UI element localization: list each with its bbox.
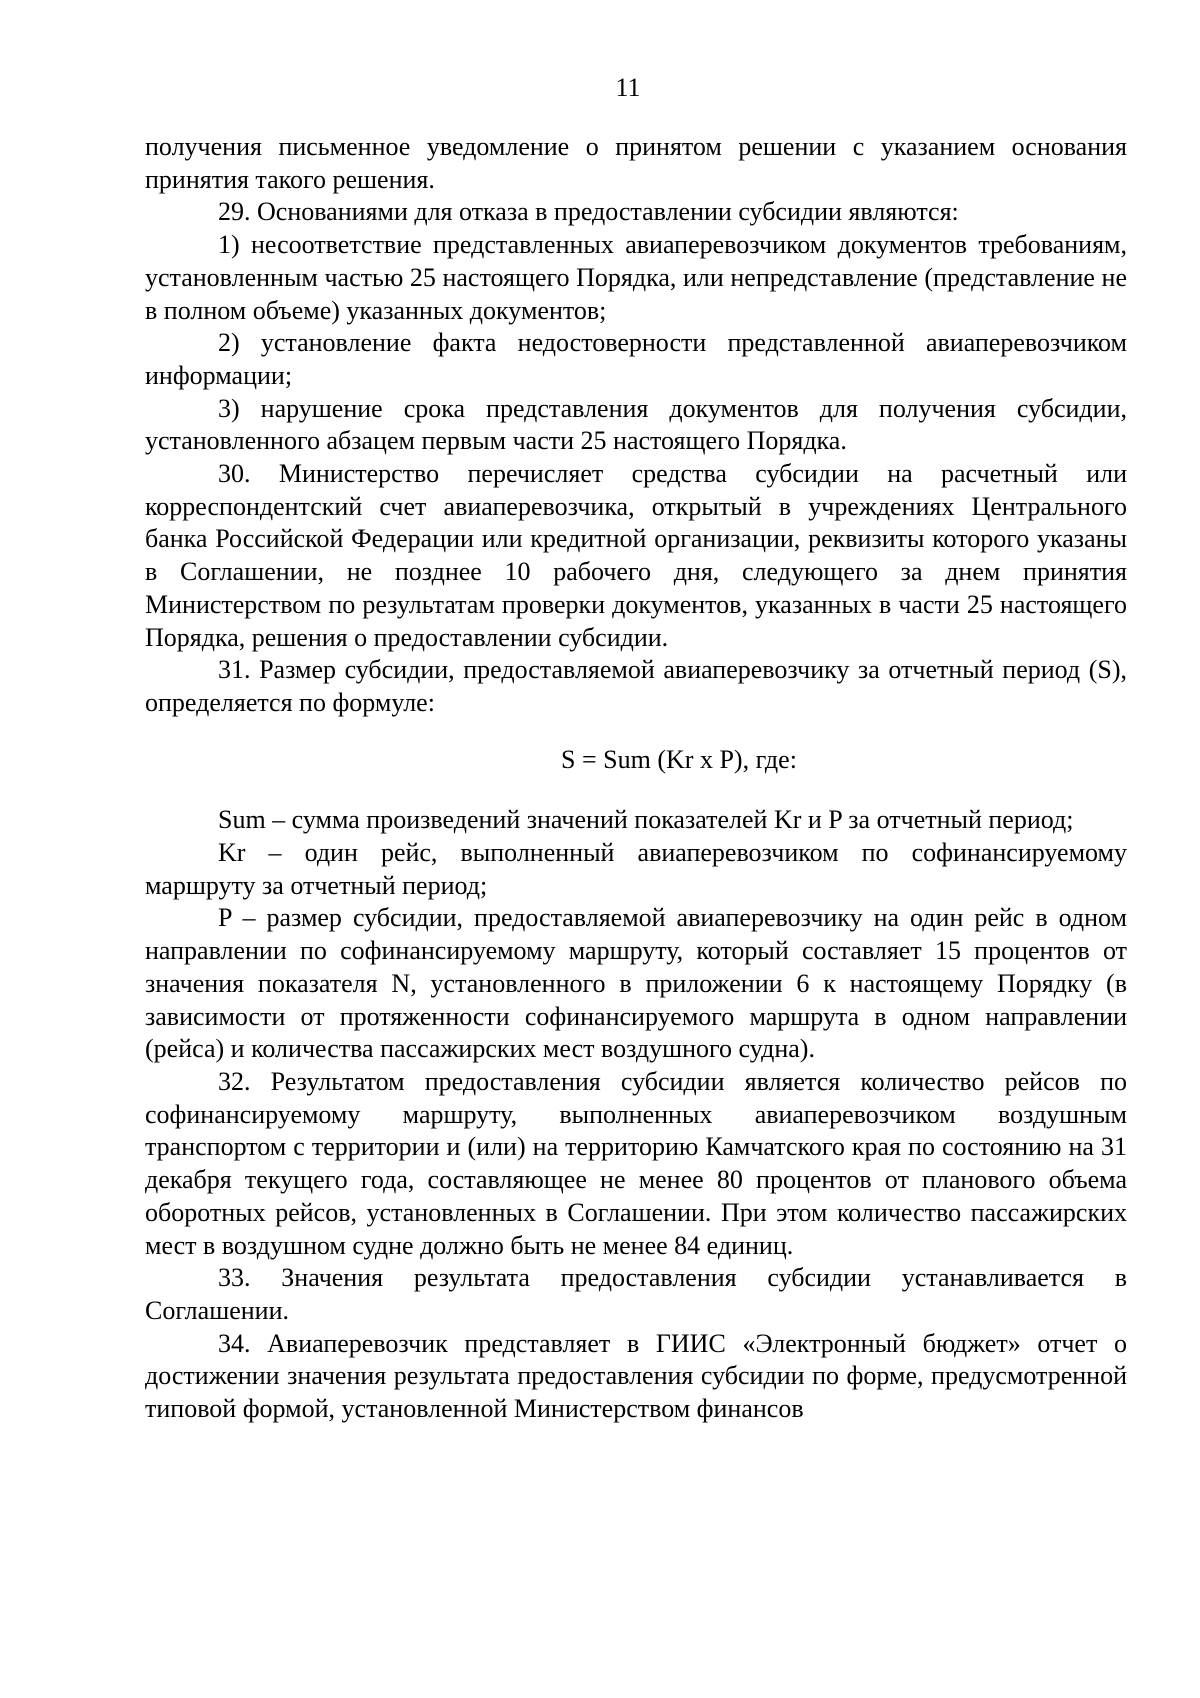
paragraph-definition-kr: Kr – один рейс, выполненный авиаперевозчиком по софинансируемому маршруту за отчетный период;	[145, 838, 1127, 900]
paragraph-definition-p: P – размер субсидии, предоставляемой авиаперевозчику на один рейс в одном направлении по софинансируемому маршруту, который составляет 15 процентов от значения показателя N, установленного в приложении 6 к настоящему Порядку (в зависимости от протяженности софинансируемого маршрута в одном направлении (рейса) и количества пассажирских мест воздушного судна).	[145, 903, 1127, 1064]
formula: S = Sum (Kr x P), где:	[561, 744, 797, 774]
page-number: 11	[615, 73, 641, 102]
paragraph-continuation: получения письменное уведомление о принятом решении с указанием основания принятия такого решения.	[145, 132, 1127, 194]
paragraph-clause-29-item-2: 2) установление факта недостоверности представленной авиаперевозчиком информации;	[145, 328, 1127, 390]
paragraph-clause-29-item-1: 1) несоответствие представленных авиаперевозчиком документов требованиям, установленным частью 25 настоящего Порядка, или непредставление (представление не в полном объеме) указанных документов;	[145, 230, 1127, 325]
paragraph-clause-32: 32. Результатом предоставления субсидии является количество рейсов по софинансируемому маршруту, выполненных авиаперевозчиком воздушным транспортом с территории и (или) на территорию Камчатского края по состоянию на 31 декабря текущего года, составляющее не менее 80 процентов от планового объема оборотных рейсов, установленных в Соглашении. При этом количество пассажирских мест в воздушном судне должно быть не менее 84 единиц.	[145, 1066, 1127, 1260]
paragraph-clause-29-item-3: 3) нарушение срока представления документов для получения субсидии, установленного абзацем первым части 25 настоящего Порядка.	[145, 393, 1127, 456]
paragraph-clause-31: 31. Размер субсидии, предоставляемой авиаперевозчику за отчетный период (S), определяется по формуле:	[145, 655, 1127, 717]
paragraph-clause-29: 29. Основаниями для отказа в предоставлении субсидии являются:	[218, 197, 959, 227]
paragraph-definition-sum: Sum – сумма произведений значений показателей Kr и P за отчетный период;	[218, 805, 1074, 835]
document-body	[145, 131, 1127, 1426]
paragraph-clause-30: 30. Министерство перечисляет средства субсидии на расчетный или корреспондентский счет авиаперевозчика, открытый в учреждениях Центрального банка Российской Федерации или кредитной организации, реквизиты которого указаны в Соглашении, не позднее 10 рабочего дня, следующего за днем принятия Министерством по результатам проверки документов, указанных в части 25 настоящего Порядка, решения о предоставлении субсидии.	[145, 459, 1127, 652]
paragraph-clause-33: 33. Значения результата предоставления субсидии устанавливается в Соглашении.	[145, 1263, 1127, 1325]
paragraph-clause-34: 34. Авиаперевозчик представляет в ГИИС «Электронный бюджет» отчет о достижении значения результата предоставления субсидии по форме, предусмотренной типовой формой, установленной Министерством финансов	[145, 1328, 1127, 1424]
